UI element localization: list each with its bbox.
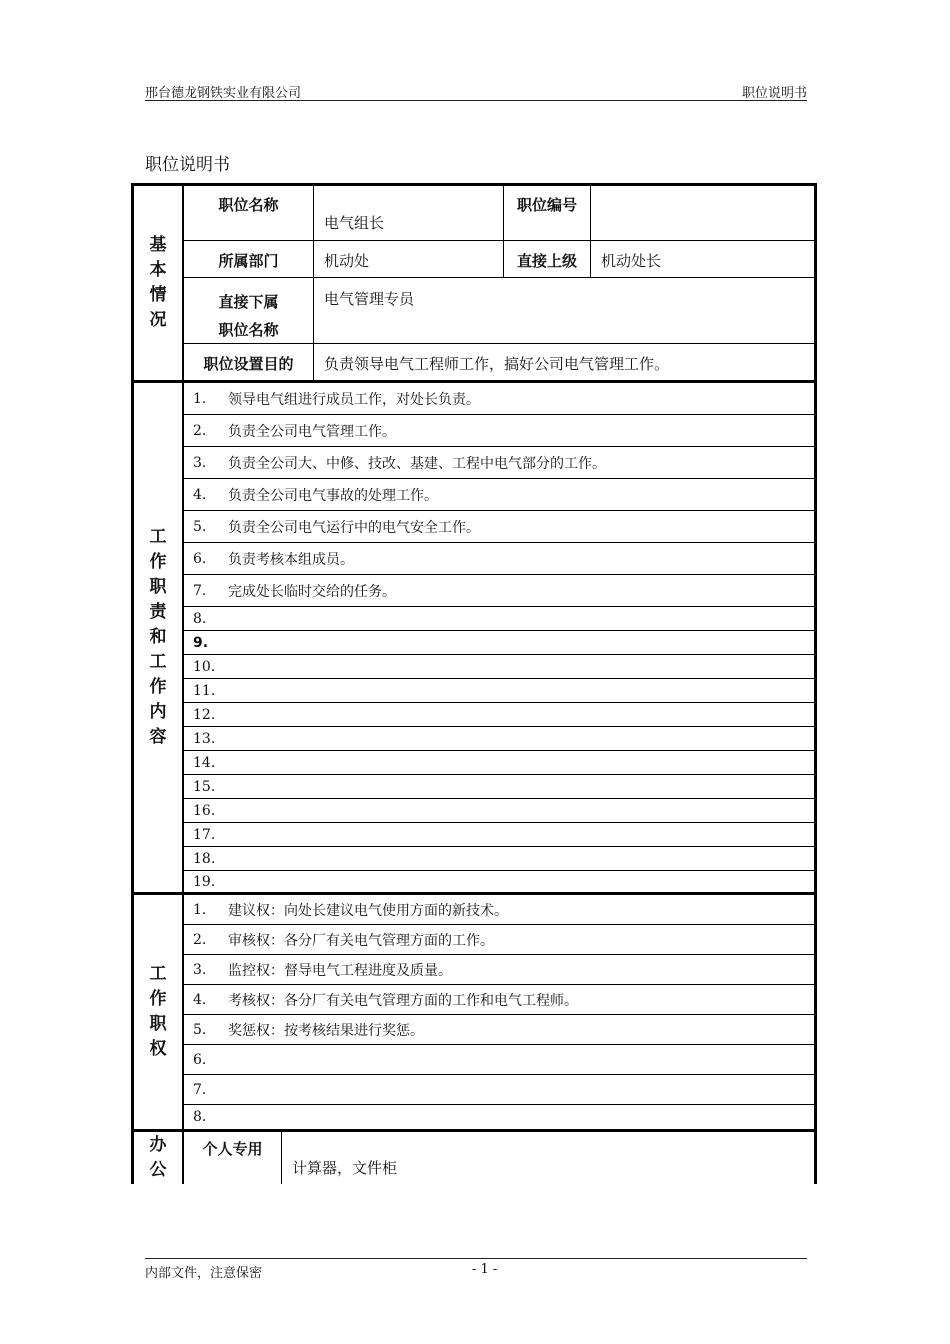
duties-row (184, 679, 814, 703)
item-number: 17. (193, 826, 216, 843)
header-rule (145, 100, 807, 101)
personal-use-value: 计算器，文件柜 (292, 1159, 398, 1177)
item-text: 监控权：督导电气工程进度及质量。 (228, 962, 452, 979)
authority-row (184, 1045, 814, 1075)
duties-row (184, 383, 814, 415)
section-office (134, 1132, 814, 1184)
section-basic-label (134, 186, 184, 380)
duties-row (184, 447, 814, 479)
item-number: 10. (193, 658, 216, 675)
item-number: 11. (193, 682, 216, 699)
section-basic (134, 186, 814, 380)
superior-label: 直接上级 (504, 241, 591, 278)
duties-row (184, 607, 814, 631)
position-code-label: 职位编号 (504, 186, 591, 241)
item-text: 领导电气组进行成员工作，对处长负责。 (228, 391, 480, 408)
section-authority (134, 895, 814, 1129)
item-number: 15. (193, 778, 216, 795)
duties-row (184, 751, 814, 775)
section-duties-label (134, 383, 184, 892)
item-number: 4. (193, 486, 207, 503)
section-duties (134, 383, 814, 892)
item-number: 7. (193, 1081, 207, 1098)
item-text: 建议权：向处长建议电气使用方面的新技术。 (228, 902, 508, 919)
authority-list (184, 895, 814, 1129)
duties-row (184, 727, 814, 751)
position-name-value: 电气组长 (314, 186, 504, 241)
item-number: 3. (193, 961, 207, 978)
section-basic-body (184, 186, 814, 380)
item-number: 16. (193, 802, 216, 819)
item-number: 4. (193, 991, 207, 1008)
item-number: 9. (193, 634, 209, 651)
item-number: 18. (193, 850, 216, 867)
item-number: 2. (193, 931, 207, 948)
authority-row (184, 925, 814, 955)
superior-value: 机动处长 (591, 241, 814, 278)
subordinate-label (184, 278, 314, 344)
purpose-label: 职位设置目的 (184, 344, 314, 380)
item-text: 负责全公司大、中修、技改、基建、工程中电气部分的工作。 (228, 455, 606, 472)
subordinate-label-line2: 职位名称 (218, 321, 279, 339)
item-number: 19. (193, 873, 216, 890)
duties-row (184, 703, 814, 727)
item-number: 13. (193, 730, 216, 747)
item-text: 完成处长临时交给的任务。 (228, 583, 396, 600)
item-text: 审核权：各分厂有关电气管理方面的工作。 (228, 932, 494, 949)
authority-row (184, 1105, 814, 1129)
position-name-label: 职位名称 (184, 186, 314, 241)
footer-note: 内部文件，注意保密 (145, 1266, 263, 1281)
item-number: 14. (193, 754, 216, 771)
duties-list (184, 383, 814, 892)
item-number: 6. (193, 550, 207, 567)
duties-row (184, 847, 814, 871)
item-number: 3. (193, 454, 207, 471)
section-office-body (184, 1132, 814, 1184)
duties-row (184, 543, 814, 575)
item-number: 5. (193, 1021, 207, 1038)
item-text: 负责全公司电气事故的处理工作。 (228, 487, 438, 504)
personal-use-label: 个人专用 (184, 1132, 282, 1184)
department-label: 所属部门 (184, 241, 314, 278)
company-name: 邢台德龙钢铁实业有限公司 (145, 86, 302, 101)
authority-row (184, 1075, 814, 1105)
header-doc-type: 职位说明书 (741, 86, 807, 101)
duties-row (184, 415, 814, 447)
item-number: 5. (193, 518, 207, 535)
item-text: 奖惩权：按考核结果进行奖惩。 (228, 1022, 424, 1039)
item-text: 负责全公司电气运行中的电气安全工作。 (228, 519, 480, 536)
item-number: 6. (193, 1051, 207, 1068)
authority-row (184, 955, 814, 985)
authority-row (184, 1015, 814, 1045)
item-number: 8. (193, 1109, 207, 1125)
authority-row (184, 985, 814, 1015)
section-authority-label (134, 895, 184, 1129)
department-value: 机动处 (314, 241, 504, 278)
item-number: 2. (193, 422, 207, 439)
duties-row (184, 799, 814, 823)
duties-row (184, 775, 814, 799)
footer-rule (145, 1258, 807, 1259)
section-authority-label-text: 工 作 职 权 (149, 964, 167, 1059)
section-office-label-text: 办 公 (149, 1135, 167, 1180)
section-office-label (134, 1132, 184, 1184)
duties-row (184, 655, 814, 679)
position-code-value (591, 186, 814, 241)
item-number: 1. (193, 390, 207, 407)
duties-row (184, 823, 814, 847)
subordinate-label-line1: 直接下属 (218, 293, 279, 311)
item-number: 8. (193, 610, 207, 627)
item-number: 12. (193, 706, 216, 723)
page-number: - 1 - (472, 1262, 498, 1277)
authority-row (184, 895, 814, 925)
item-text: 负责全公司电气管理工作。 (228, 423, 396, 440)
item-text: 负责考核本组成员。 (228, 551, 354, 568)
duties-row (184, 479, 814, 511)
item-text: 考核权：各分厂有关电气管理方面的工作和电气工程师。 (228, 992, 578, 1009)
subordinate-value: 电气管理专员 (314, 278, 814, 344)
purpose-value: 负责领导电气工程师工作，搞好公司电气管理工作。 (324, 355, 670, 373)
section-basic-label-text: 基 本 情 况 (149, 235, 167, 330)
duties-row (184, 631, 814, 655)
page-header (145, 82, 807, 100)
duties-row (184, 871, 814, 892)
duties-row (184, 575, 814, 607)
document-title: 职位说明书 (145, 155, 230, 175)
section-duties-label-text: 工 作 职 责 和 工 作 内 容 (149, 527, 167, 747)
item-number: 7. (193, 582, 207, 599)
duties-row (184, 511, 814, 543)
item-number: 1. (193, 901, 207, 918)
